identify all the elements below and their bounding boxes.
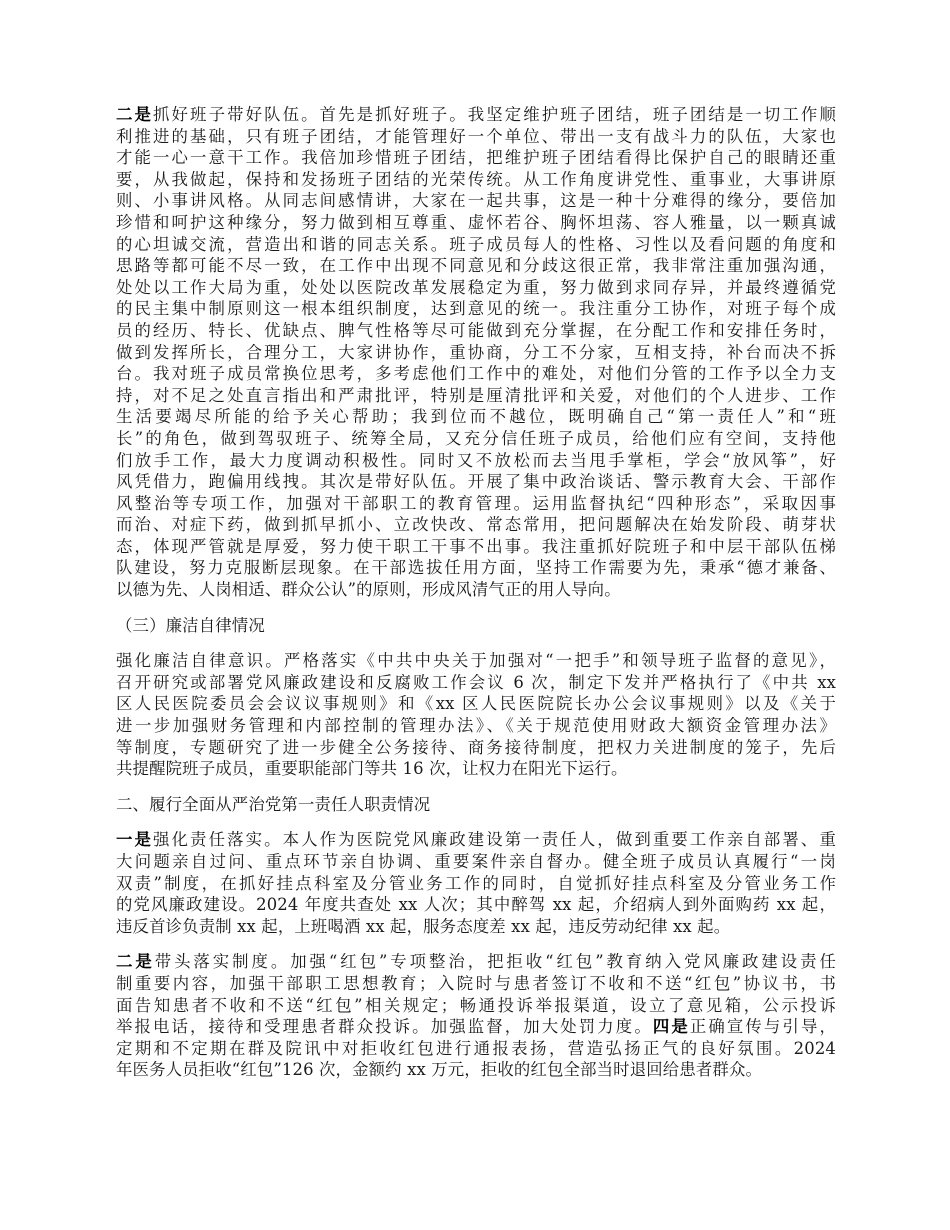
text-line [116,298,836,320]
lead-label: 一是 [116,830,154,850]
text-line [116,758,836,780]
text-line [116,916,836,938]
line-text: 长”的角色，做到驾驭班子、统筹全局，又充分信任班子成员，给他们应有空间，支持他 [116,428,836,448]
lead-label: 二是 [116,105,154,124]
line-text: 的民主集中制原则这一根本组织制度，达到意见的统一。我注重分工协作，对班子每个成 [116,299,836,319]
line-text: 风整治等专项工作，加强对干部职工的教育管理。运用监督执纪“四种形态”，采取因事 [116,493,836,513]
line-text: 的党风廉政建设。2024 年度共查处 xx 人次；其中醉驾 xx 起，介绍病人到外面购药 xx 起， [116,895,836,915]
line-text: 二、履行全面从严治党第一责任人职责情况 [116,794,431,814]
text-line [116,493,836,515]
text-line [116,672,836,694]
line-text: 利推进的基础，只有班子团结，才能管理好一个单位、带出一支有战斗力的队伍，大家也 [116,126,836,146]
text-line [116,104,836,126]
text-line [116,650,836,672]
text-line [116,715,836,737]
line-text: 大问题亲自过问、重点环节亲自协调、重要案件亲自督办。健全班子成员认真履行“一岗 [116,852,836,871]
text-line [116,894,836,916]
text-line [116,406,836,428]
text-line [116,212,836,234]
line-text: 双责”制度，在抓好挂点科室及分管业务工作的同时，自觉抓好挂点科室及分管业务工作 [116,873,836,893]
text-line [116,428,836,450]
text-line [116,829,836,851]
line-text: （三）廉洁自律情况 [116,615,265,635]
line-text: 风凭借力，跑偏用线拽。其次是带好队伍。开展了集中政治谈话、警示教育大会、干部作 [116,472,836,492]
line-text: 队建设，努力克服断层现象。在干部选拔任用方面，坚持工作需要为先，秉承“德才兼备、 [116,558,836,578]
text-line [116,277,836,299]
line-text: 进一步加强财务管理和内部控制的管理办法》、《关于规范使用财政大额资金管理办法》 [116,716,836,736]
text-line [116,450,836,472]
line-text: 台。我对班子成员常换位思考，多考虑他们工作中的难处，对他们分管的工作予以全力支 [116,364,836,384]
line-text: 面告知患者不收和不送“红包”相关规定；畅通投诉举报渠道，设立了意见箱，公示投诉 [116,995,836,1015]
line-text: 们放手工作，最大力度调动积极性。同时又不放松而去当甩手掌柜，学会“放风筝”，好 [116,450,836,470]
line-text: 召开研究或部署党风廉政建设和反腐败工作会议 6 次，制定下发并严格执行了《中共 xx [116,672,836,692]
text-line [116,973,836,995]
paragraph [116,829,836,937]
text-line [116,514,836,536]
line-text: 等制度，专题研究了进一步健全公务接待、商务接待制度，把权力关进制度的笼子，先后 [116,737,836,757]
section-heading [116,615,836,637]
text-line [116,579,836,601]
text-line [116,873,836,895]
text-line [116,693,836,715]
text-line [116,169,836,191]
document-page [116,104,836,1095]
paragraph [116,951,836,1081]
lead-label: 四是 [652,1017,690,1037]
line-text: 制重要内容，加强干部职工思想教育；入院时与患者签订不收和不送“红包”协议书，书 [116,973,836,993]
text-line [116,190,836,212]
line-text: 正确宣传与引导， [689,1017,836,1037]
text-line [116,385,836,407]
line-text: 思路等都可能不尽一致，在工作中出现不同意见和分歧这很正常，我非常注重加强沟通， [116,256,836,276]
line-text: 持，对不足之处直言指出和严肃批评，特别是厘清批评和关爱，对他们的个人进步、工作 [116,385,836,405]
text-line [116,951,836,973]
line-text: 才能一心一意干工作。我倍加珍惜班子团结，把维护班子团结看得比保护自己的眼睛还重 [116,148,836,168]
text-line [116,557,836,579]
line-text: 强化廉洁自律意识。严格落实《中共中央关于加强对“一把手”和领导班子监督的意见》， [116,651,836,671]
text-line [116,342,836,364]
paragraph [116,104,836,601]
line-text: 举报电话，接待和受理患者群众投诉。加强监督，加大处罚力度。 [116,1017,653,1037]
line-text: 生活要竭尽所能的给予关心帮助；我到位而不越位，既明确自己“第一责任人”和“班 [116,407,836,427]
text-line [116,1016,836,1038]
text-line [116,794,836,816]
text-line [116,536,836,558]
line-text: 做到发挥所长，合理分工，大家讲协作，重协商，分工不分家，互相支持，补台而决不拆 [116,342,836,362]
line-text: 年医务人员拒收“红包”126 次，金额约 xx 万元，拒收的红包全部当时退回给患者群众。 [116,1060,763,1080]
line-text: 员的经历、特长、优缺点、脾气性格等尽可能做到充分掌握，在分配工作和安排任务时， [116,320,836,340]
paragraph [116,650,836,780]
text-line [116,126,836,148]
text-line [116,320,836,342]
line-text: 定期和不定期在群及院讯中对拒收红包进行通报表扬，营造弘扬正气的良好氛围。2024 [116,1038,836,1058]
line-text: 区人民医院委员会会议议事规则》和《xx 区人民医院院长办公会议事规则》以及《关于 [116,694,836,714]
line-text: 处处以工作大局为重，处处以医院改革发展稳定为重，努力做到求同存异，并最终遵循党 [116,277,836,297]
line-text: 的心坦诚交流，营造出和谐的同志关系。班子成员每人的性格、习性以及看问题的角度和 [116,234,836,254]
text-line [116,471,836,493]
text-line [116,737,836,759]
line-text: 共提醒院班子成员，重要职能部门等共 16 次，让权力在阳光下运行。 [116,759,628,779]
text-line [116,234,836,256]
text-line [116,363,836,385]
line-text: 而治、对症下药，做到抓早抓小、立改快改、常态常用，把问题解决在始发阶段、萌芽状 [116,515,836,535]
section-heading [116,794,836,816]
text-line [116,255,836,277]
text-line [116,995,836,1017]
text-line [116,1038,836,1060]
line-text: 强化责任落实。本人作为医院党风廉政建设第一责任人，做到重要工作亲自部署、重 [153,830,836,850]
text-line [116,851,836,873]
lead-label: 二是 [116,952,155,972]
text-line [116,1059,836,1081]
text-line [116,615,836,637]
line-text: 带头落实制度。加强“红包”专项整治，把拒收“红包”教育纳入党风廉政建设责任 [154,952,836,972]
line-text: 违反首诊负责制 xx 起，上班喝酒 xx 起，服务态度差 xx 起，违反劳动纪律 xx 起。 [116,916,731,936]
text-line [116,147,836,169]
line-text: 要，从我做起，保持和发扬班子团结的光荣传统。从工作角度讲党性、重事业，大事讲原 [116,169,836,189]
line-text: 以德为先、人岗相适、群众公认”的原则，形成风清气正的用人导向。 [116,580,621,600]
line-text: 则、小事讲风格。从同志间感情讲，大家在一起共事，这是一种十分难得的缘分，要倍加 [116,191,836,211]
line-text: 珍惜和呵护这种缘分，努力做到相互尊重、虚怀若谷、胸怀坦荡、容人雅量，以一颗真诚 [116,212,836,232]
line-text: 态，体现严管就是厚爱，努力使干职工干事不出事。我注重抓好院班子和中层干部队伍梯 [116,536,836,556]
line-text: 抓好班子带好队伍。首先是抓好班子。我坚定维护班子团结，班子团结是一切工作顺 [153,105,836,124]
